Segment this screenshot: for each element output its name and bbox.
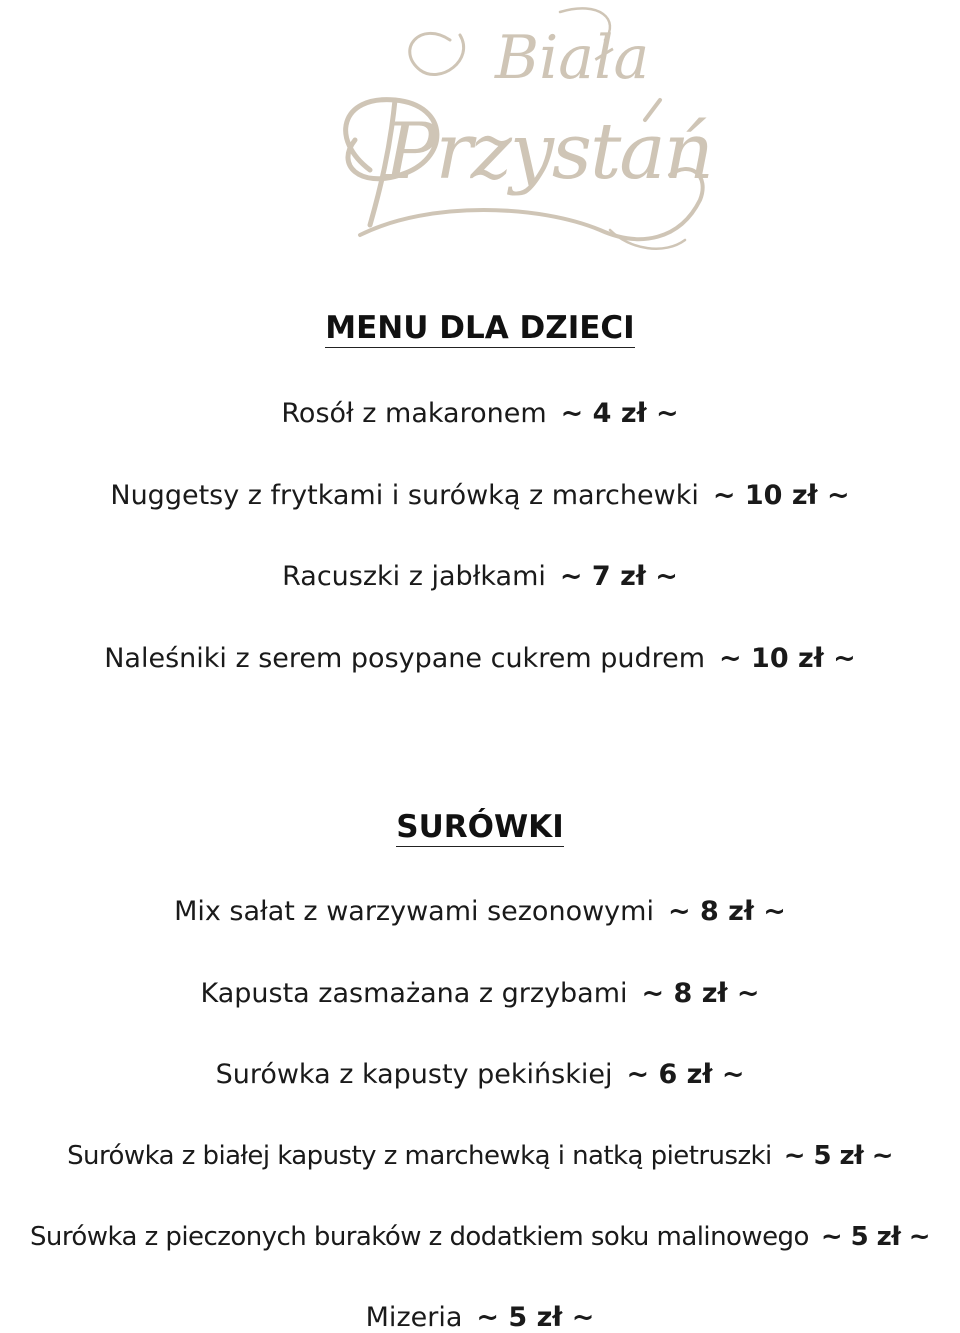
section-title-menu-dla-dzieci: MENU DLA DZIECI [325,310,635,346]
section-title-surowki: SURÓWKI [396,809,564,845]
menu-item [0,1224,960,1250]
menu-item-name: Rosół z makaronem [281,398,547,429]
menu-item-name: Nuggetsy z frytkami i surówką z marchewki [110,480,699,511]
menu-item-price: ~ 6 zł ~ [626,1059,745,1090]
menu-item-name: Surówka z kapusty pekińskiej [215,1059,613,1090]
menu-item [0,1061,960,1088]
restaurant-logo [300,0,720,270]
menu-item-price: ~ 7 zł ~ [559,561,678,592]
menu-item-price: ~ 4 zł ~ [560,398,679,429]
menu-item-price: ~ 8 zł ~ [667,896,786,927]
menu-item-name: Mizeria [365,1302,463,1333]
menu-item [0,1304,960,1331]
menu-item [0,1143,960,1169]
menu-item-price: ~ 5 zł ~ [783,1141,893,1171]
menu-item-name: Naleśniki z serem posypane cukrem pudrem [104,643,706,674]
menu-item-name: Kapusta zasmażana z grzybami [200,978,628,1009]
menu-item [0,980,960,1007]
menu-item-name: Racuszki z jabłkami [282,561,546,592]
menu-item-price: ~ 10 zł ~ [719,643,856,674]
menu-item-name: Mix sałat z warzywami sezonowymi [174,896,654,927]
menu-item-price: ~ 10 zł ~ [712,480,850,511]
menu-item-price: ~ 5 zł ~ [476,1302,595,1333]
menu-item [0,898,960,925]
menu-item-name: Surówka z pieczonych buraków z dodatkiem soku malinowego [29,1222,809,1252]
logo-text-przystan: Przystań [385,107,713,197]
menu-item-price: ~ 8 zł ~ [641,978,760,1009]
logo-text-biala: Biała [495,23,650,93]
menu-item [0,645,960,672]
menu-item [0,482,960,509]
menu-item [0,400,960,427]
menu-item-price: ~ 5 zł ~ [820,1222,931,1252]
menu-item [0,563,960,590]
menu-item-name: Surówka z białej kapusty z marchewką i natką pietruszki [67,1141,772,1171]
